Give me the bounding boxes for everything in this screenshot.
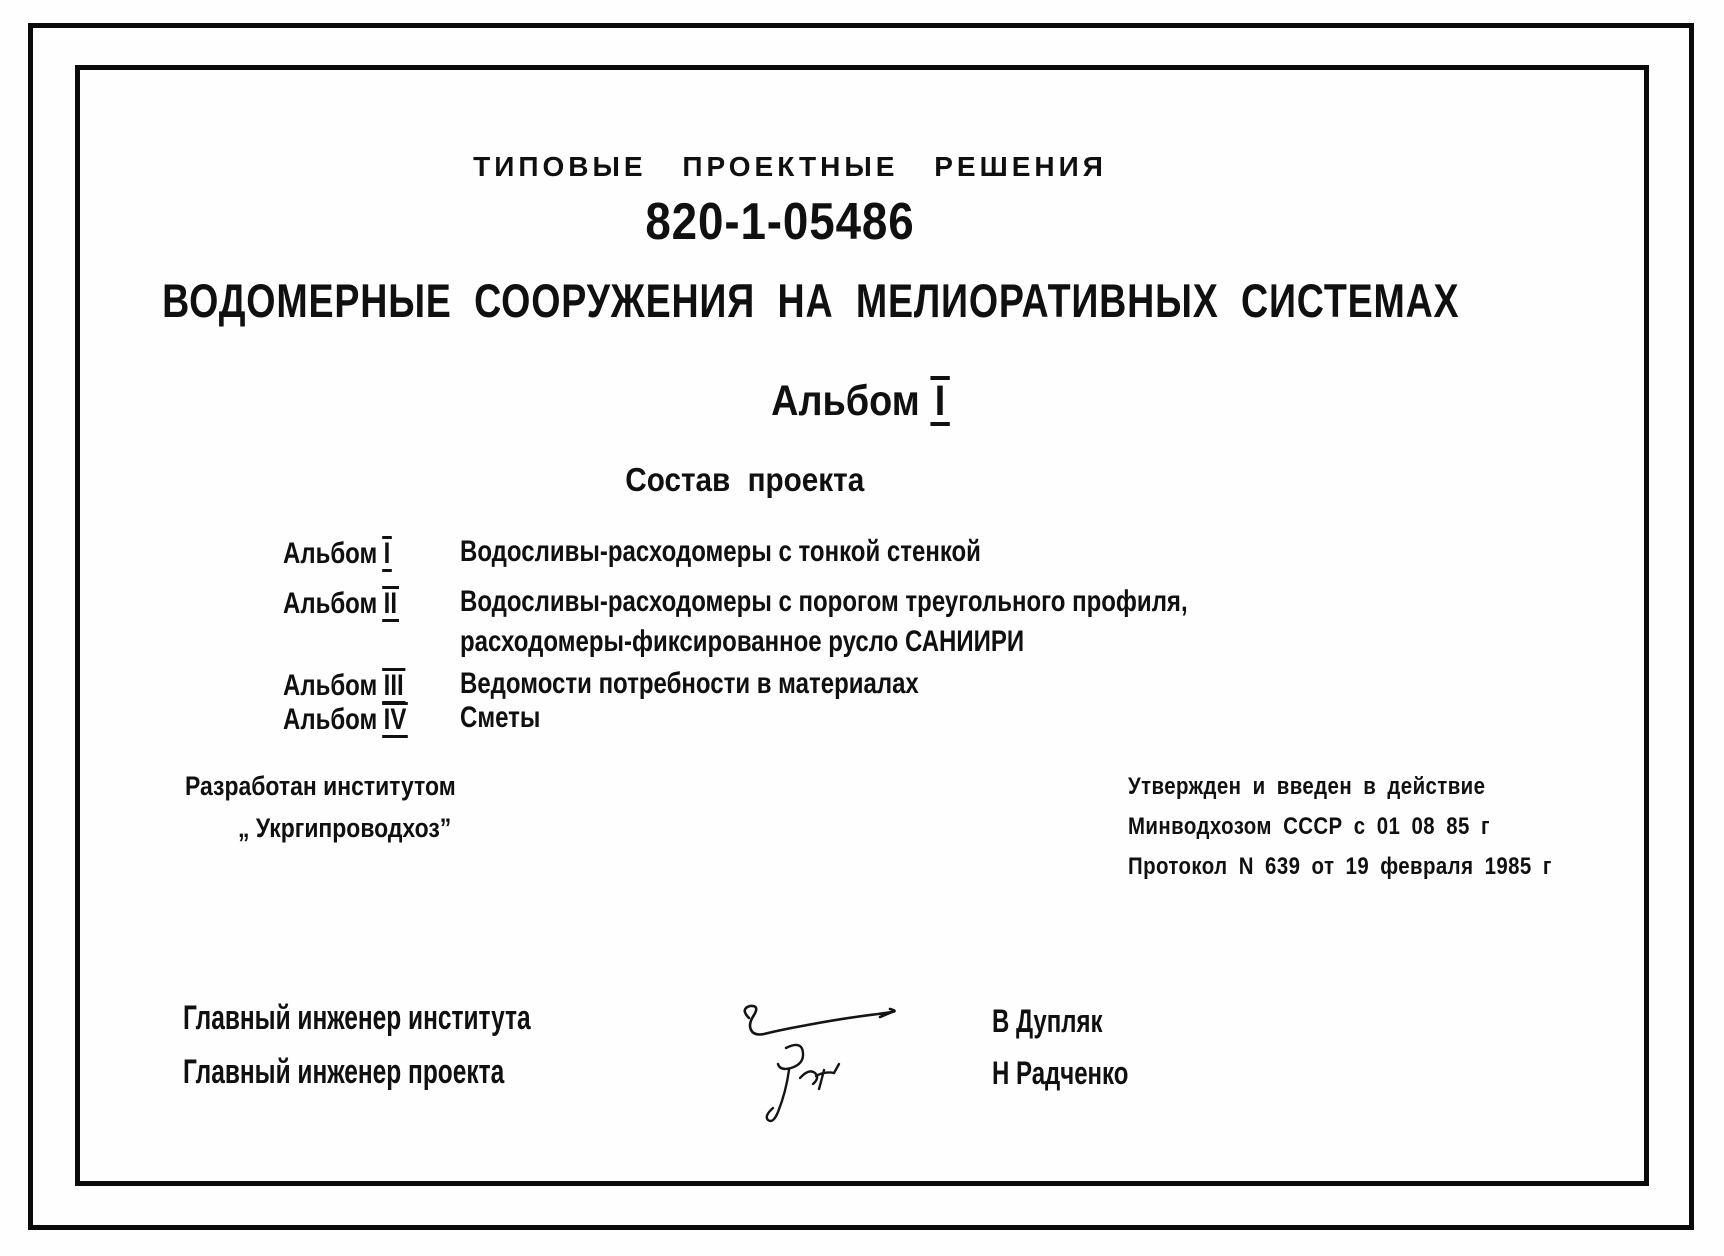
album-row-4-label: Альбом IV [283, 703, 407, 736]
album-row-2-description: Водосливы-расходомеры с порогом треугольного профиля, [460, 585, 1188, 618]
document-number: 820-1-05486 [645, 193, 915, 251]
album-row-1-description: Водосливы-расходомеры с тонкой стенкой [460, 535, 981, 568]
signature-role-chief-engineer-project: Главный инженер проекта [183, 1053, 505, 1091]
album-row-3-description: Ведомости потребности в материалах [460, 667, 919, 700]
approval-line2: Минводхозом СССР с 01 08 85 г [1128, 813, 1490, 840]
developer-line1: Разработан институтом [185, 771, 456, 801]
album-1-numeral: I [383, 537, 391, 570]
album-heading [0, 376, 1720, 426]
album-4-numeral: IV [383, 703, 407, 736]
document-type-heading [0, 152, 1580, 182]
signature-radchenko [748, 1040, 848, 1130]
album-row-2-label: Альбом II [283, 587, 397, 620]
section-heading: Состав проекта [625, 461, 865, 498]
album-row-4-description: Сметы [460, 701, 541, 734]
document-title: ВОДОМЕРНЫЕ СООРУЖЕНИЯ НА МЕЛИОРАТИВНЫХ СИСТЕМАХ [162, 274, 1460, 327]
album-row-1-label: Альбом I [283, 537, 391, 570]
signature-name-duplyak: В Дупляк [992, 1003, 1103, 1039]
album-row-2-description-line2: расходомеры-фиксированное русло САНИИРИ [460, 625, 1025, 658]
signature-name-radchenko: Н Радченко [992, 1055, 1129, 1091]
developer-line2: „ Укргипроводхоз” [238, 813, 452, 843]
signature-role-chief-engineer-institute: Главный инженер института [183, 999, 531, 1037]
document-type-text: ТИПОВЫЕ ПРОЕКТНЫЕ РЕШЕНИЯ [473, 151, 1107, 182]
album-2-numeral: II [383, 587, 397, 620]
album-heading-numeral: I [930, 376, 949, 426]
approval-line3: Протокол N 639 от 19 февраля 1985 г [1128, 853, 1552, 880]
album-heading-label: Альбом [770, 377, 920, 425]
album-3-numeral: III [383, 669, 404, 702]
approval-line1: Утвержден и введен в действие [1128, 773, 1486, 800]
album-row-3-label: Альбом III [283, 669, 404, 702]
